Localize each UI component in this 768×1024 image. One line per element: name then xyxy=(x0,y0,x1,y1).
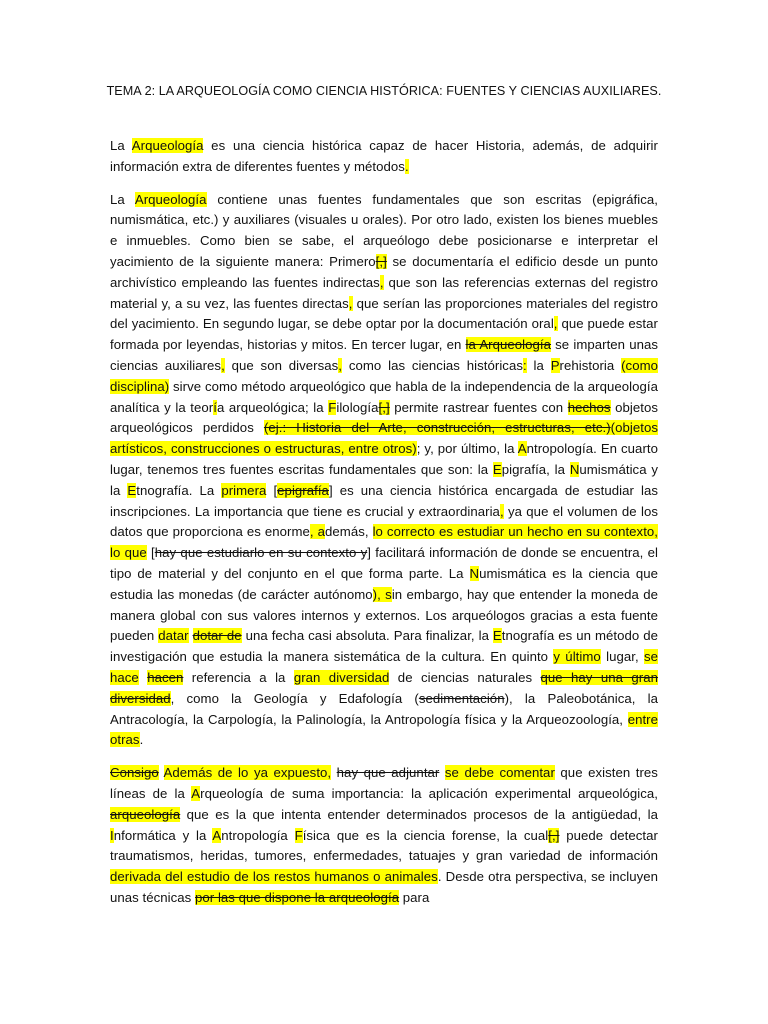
highlighted-text: E xyxy=(492,461,502,477)
text-run: [ xyxy=(266,482,278,498)
highlighted-deleted-text: [,] xyxy=(548,827,560,843)
highlighted-deleted-text: Consigo xyxy=(110,765,159,781)
highlighted-deleted-text: [,] xyxy=(378,399,390,415)
highlighted-text: , a xyxy=(309,524,326,540)
highlighted-text: entre otras xyxy=(110,711,658,748)
paragraph xyxy=(110,190,658,752)
highlighted-text: , xyxy=(553,316,558,332)
text-run: rehistoria xyxy=(559,357,622,373)
text-run: ; y, por último, la xyxy=(416,441,518,457)
text-run: a arqueológica; la xyxy=(216,399,329,415)
highlighted-text: gran diversidad xyxy=(293,669,390,685)
text-run: es una ciencia histórica capaz de hacer Historia, además, de adquirir información extra de diferentes fuentes y métodos xyxy=(110,138,658,174)
text-run: de ciencias naturales xyxy=(389,669,541,685)
text-run: que es la que intenta entender determinados procesos de la antigüedad, la xyxy=(180,806,658,822)
deleted-text: sedimentación xyxy=(418,690,505,706)
highlighted-deleted-text: (ej.: Historia del Arte, construcción, estructuras, etc.) xyxy=(263,420,611,436)
text-run: sirve como método arqueológico que habla de la independencia de la arqueología analítica y la teor xyxy=(110,378,658,415)
highlighted-text: Además de lo ya expuesto, xyxy=(163,765,332,781)
text-run: demás, xyxy=(325,524,373,540)
text-run: se imparten unas ciencias auxiliares xyxy=(110,337,658,373)
text-run: que son las referencias externas del registro material y, a su vez, las fuentes directas xyxy=(110,274,658,311)
highlighted-text: lo correcto es estudiar un hecho en su contexto, lo que xyxy=(110,524,659,561)
highlighted-text: derivada del estudio de los restos humanos o animales xyxy=(110,869,438,885)
text-run: , como la Geología y Edafología ( xyxy=(170,690,419,706)
highlighted-text: . xyxy=(404,158,409,174)
text-run: ilología xyxy=(336,399,379,415)
highlighted-text: A xyxy=(212,827,222,843)
highlighted-text: (como disciplina) xyxy=(110,357,658,394)
text-run: La xyxy=(110,138,132,153)
text-run: ] es una ciencia histórica encargada de estudiar las inscripciones. La importancia que tiene es crucial y extraordinaria xyxy=(110,482,658,519)
text-run: ), la Paleobotánica, la Antracología, la Carpología, la Palinología, la Antropología física y la Arqueozoología, xyxy=(110,690,658,727)
highlighted-text: I xyxy=(110,827,114,843)
highlighted-deleted-text: que hay una gran diversidad xyxy=(110,669,658,706)
highlighted-text: E xyxy=(492,628,502,644)
text-run: objetos arqueológicos perdidos xyxy=(110,399,659,436)
text-run: una fecha casi absoluta. Para finalizar, la xyxy=(241,628,493,644)
text-run: [ xyxy=(146,545,155,561)
highlighted-text: í xyxy=(213,399,217,415)
highlighted-text: N xyxy=(569,461,580,477)
text-run xyxy=(159,765,164,780)
text-run: permite rastrear fuentes con xyxy=(389,399,568,415)
text-run: que puede estar formada por leyendas, historias y mitos. En tercer lugar, en xyxy=(110,316,658,353)
highlighted-text: Arqueología xyxy=(134,191,207,207)
highlighted-text: datar xyxy=(158,628,189,644)
text-run: . xyxy=(139,732,144,748)
paragraph xyxy=(110,763,658,909)
text-run: in embargo, hay que entender la moneda de manera global con sus valores internos y externos. Los arqueólogos gracias a esta fuente pueden xyxy=(110,586,658,644)
highlighted-text: , xyxy=(338,357,343,373)
text-run: como las ciencias históricas xyxy=(342,357,523,373)
page-title: TEMA 2: LA ARQUEOLOGÍA COMO CIENCIA HISTÓRICA: FUENTES Y CIENCIAS AUXILIARES. xyxy=(106,84,662,98)
highlighted-text: primera xyxy=(221,482,267,498)
highlighted-deleted-text: epigrafía xyxy=(277,482,329,498)
highlighted-text: , xyxy=(221,357,225,373)
highlighted-deleted-text: por las que dispone la arqueología xyxy=(195,889,400,905)
highlighted-text: se hace xyxy=(110,649,658,685)
text-run: tnografía es un método de investigación que estudia la manera sistemática de la cultura. En quinto xyxy=(110,628,658,665)
highlighted-text: E xyxy=(127,482,137,498)
text-run: ya que el volumen de los datos que proporciona es enorme xyxy=(110,503,658,540)
text-run: ísica que es la ciencia forense, la cual xyxy=(302,827,549,843)
text-run: rqueología de suma importancia: la aplicación experimental arqueológica, xyxy=(200,785,658,801)
highlighted-text: P xyxy=(550,357,560,373)
highlighted-deleted-text: dotar de xyxy=(192,628,242,644)
text-run: para xyxy=(399,889,430,905)
highlighted-text: se debe comentar xyxy=(444,765,555,781)
text-run: contiene unas fuentes fundamentales que son escritas (epigráfica, numismática, etc.) y auxiliares (visuales u orales). Por otro lado, existen los bienes muebles e inmuebles. Como bien se sabe, el arqueólogo debe posicionarse e interpretar el yacimiento de la siguiente manera: Primero xyxy=(110,191,658,269)
highlighted-text: A xyxy=(517,441,527,457)
text-run: umismática es la ciencia que estudia las monedas (de carácter autónomo xyxy=(110,565,658,602)
highlighted-text: A xyxy=(191,785,201,801)
highlighted-text: ), s xyxy=(372,586,392,602)
highlighted-text: (objetos artísticos, construcciones o estructuras, entre otros) xyxy=(110,420,658,457)
highlighted-text: F xyxy=(328,399,337,415)
text-run: que serían las proporciones materiales del registro del yacimiento. En segundo lugar, se debe optar por la documentación oral xyxy=(110,295,659,332)
highlighted-deleted-text: hechos xyxy=(567,399,611,415)
document-body xyxy=(110,136,658,921)
highlighted-text: Arqueología xyxy=(131,138,204,153)
highlighted-text: F xyxy=(294,827,303,843)
text-run xyxy=(189,628,193,643)
text-run: ntropología xyxy=(221,827,295,843)
highlighted-text: : xyxy=(522,357,527,373)
highlighted-text: N xyxy=(469,565,480,581)
text-run xyxy=(139,670,147,685)
text-run: se documentaría el edificio desde un punto archivístico empleando las fuentes indirectas xyxy=(110,253,658,290)
highlighted-text: , xyxy=(379,274,384,290)
text-run: La xyxy=(110,191,135,207)
highlighted-text: , xyxy=(499,503,504,519)
text-run: la xyxy=(526,357,551,373)
highlighted-deleted-text: hacen xyxy=(147,669,184,685)
highlighted-text: , xyxy=(348,295,353,311)
text-run: ntropología. En cuarto lugar, tenemos tres fuentes escritas fundamentales que son: la xyxy=(110,441,658,477)
text-run: pigrafía, la xyxy=(501,461,570,477)
text-run: tnografía. La xyxy=(136,482,222,498)
text-run: lugar, xyxy=(600,649,644,665)
text-run: que existen tres líneas de la xyxy=(110,765,658,801)
highlighted-deleted-text: arqueología xyxy=(110,806,181,822)
deleted-text: hay que estudiarlo en su contexto y xyxy=(154,545,368,561)
text-run: ] facilitará información de donde se encuentra, el tipo de material y del conjunto en el que forma parte. La xyxy=(110,545,658,581)
highlighted-text: y último xyxy=(553,649,601,665)
text-run: puede detectar traumatismos, heridas, tumores, enfermedades, tatuajes y gran variedad de información xyxy=(110,827,658,864)
highlighted-deleted-text: la Arqueología xyxy=(465,337,552,353)
text-run: umismática y la xyxy=(110,461,658,498)
highlighted-deleted-text: [,] xyxy=(375,253,387,269)
deleted-text: hay que adjuntar xyxy=(336,765,440,781)
text-run: referencia a la xyxy=(183,669,294,685)
paragraph xyxy=(110,136,658,178)
text-run: . Desde otra perspectiva, se incluyen unas técnicas xyxy=(110,869,659,905)
text-run: nformática y la xyxy=(113,827,213,843)
text-run: que son diversas xyxy=(224,357,339,373)
